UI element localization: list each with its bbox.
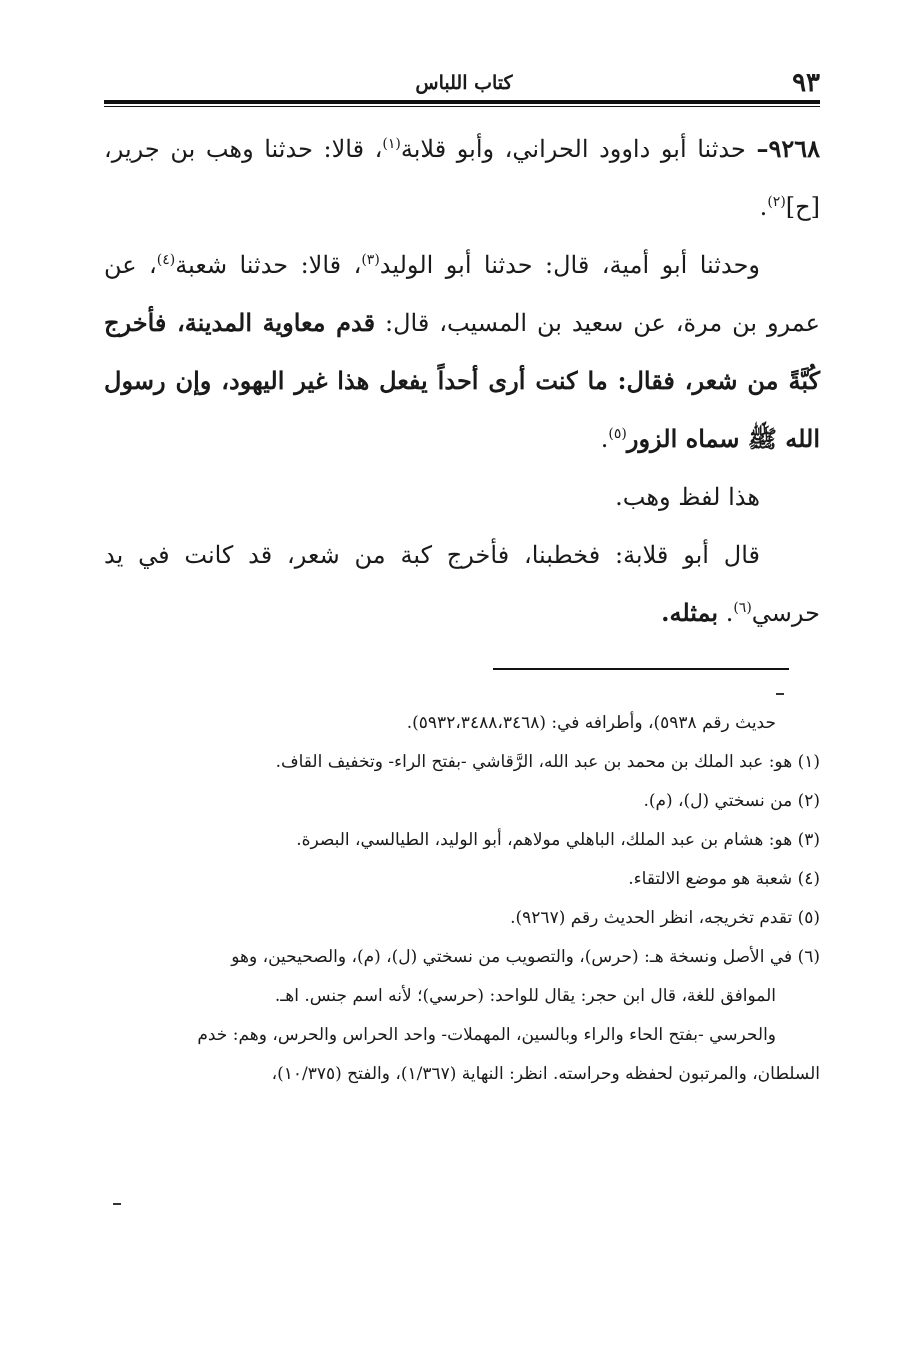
hadith-text: . <box>600 425 609 453</box>
footnote-6-line-3: والحرسي -بفتح الحاء والراء وبالسين، المهملات- واحد الحراس والحرس، وهم: خدم <box>197 1025 776 1045</box>
hadith-text: . <box>718 599 734 627</box>
footnote-ref: (٣) <box>361 252 380 268</box>
hadith-text: وحدثنا أبو أمية، قال: حدثنا أبو الوليد <box>379 251 761 279</box>
footnote-6-line-2: الموافق للغة، قال ابن حجر: يقال للواحد: (حرسي)؛ لأنه اسم جنس. اهـ. <box>274 986 776 1006</box>
hadith-paragraph-2 <box>104 236 820 468</box>
hadith-paragraph-1 <box>104 120 820 236</box>
hadith-bold-end: بمثله. <box>661 598 719 627</box>
hadith-matn-bold: قدم معاوية المدينة، فأخرج كُبَّةً من شعر، فقال: ما كنت أرى أحداً يفعل هذا غير اليهود، وإن رسول الله ﷺ سماه الزور <box>104 308 820 453</box>
footnotes <box>104 704 820 1094</box>
footnote-6-line-4: السلطان، والمرتبون لحفظه وحراسته. انظر: النهاية (١/٣٦٧)، والفتح (١٠/٣٧٥)، <box>271 1064 820 1084</box>
hadith-body <box>104 120 820 642</box>
continuation-mark <box>776 693 784 695</box>
footnote-ref: (٤) <box>156 252 176 268</box>
hadith-text: حدثنا أبو داوود الحراني، وأبو قلابة <box>400 135 757 163</box>
hadith-paragraph-4 <box>104 526 820 642</box>
footnote-3: (٣) هو: هشام بن عبد الملك، الباهلي مولاهم، أبو الوليد، الطيالسي، البصرة. <box>296 830 820 850</box>
footnote-2: (٢) من نسختي (ل)، (م). <box>643 791 820 811</box>
footnote-separator <box>493 668 789 670</box>
page-number: ٩٣ <box>792 68 820 98</box>
footnote-continuation: حديث رقم ٥٩٣٨)، وأطرافه في: (٥٩٣٢،٣٤٨٨،٣٤٦٨). <box>406 713 776 733</box>
footnote-ref: (٢) <box>767 194 786 210</box>
footnote-1: (١) هو: عبد الملك بن محمد بن عبد الله، الرَّقاشي -بفتح الراء- وتخفيف القاف. <box>275 752 820 772</box>
hadith-text: ، قالا: حدثنا وهب بن جرير، [ح] <box>104 135 820 221</box>
hadith-number: ٩٢٦٨– <box>756 134 820 163</box>
hadith-text: . <box>759 193 768 221</box>
header-rule-thin <box>104 106 820 107</box>
hadith-text: ، قالا: حدثنا شعبة <box>175 251 362 279</box>
footnote-ref: (٥) <box>608 426 627 442</box>
book-title: كتاب اللباس <box>415 72 513 94</box>
footnote-ref: (٦) <box>733 600 752 616</box>
header-rule-thick <box>104 100 820 104</box>
footnote-5: (٥) تقدم تخريجه، انظر الحديث رقم (٩٢٦٧). <box>510 908 820 928</box>
footnote-6: (٦) في الأصل ونسخة هـ: (حرس)، والتصويب من نسختي (ل)، (م)، والصحيحين، وهو <box>231 947 820 967</box>
hadith-text: ، عن عمرو بن مرة، عن سعيد بن المسيب، قال: <box>104 251 820 337</box>
continuation-mark <box>113 1203 121 1205</box>
hadith-text: قال أبو قلابة: فخطبنا، فأخرج كبة من شعر، قد كانت في يد حرسي <box>104 541 820 627</box>
footnote-4: (٤) شعبة هو موضع الالتقاء. <box>628 869 820 889</box>
hadith-paragraph-3: هذا لفظ وهب. <box>615 483 760 511</box>
page-header <box>108 66 820 102</box>
footnote-ref: (١) <box>382 136 401 152</box>
